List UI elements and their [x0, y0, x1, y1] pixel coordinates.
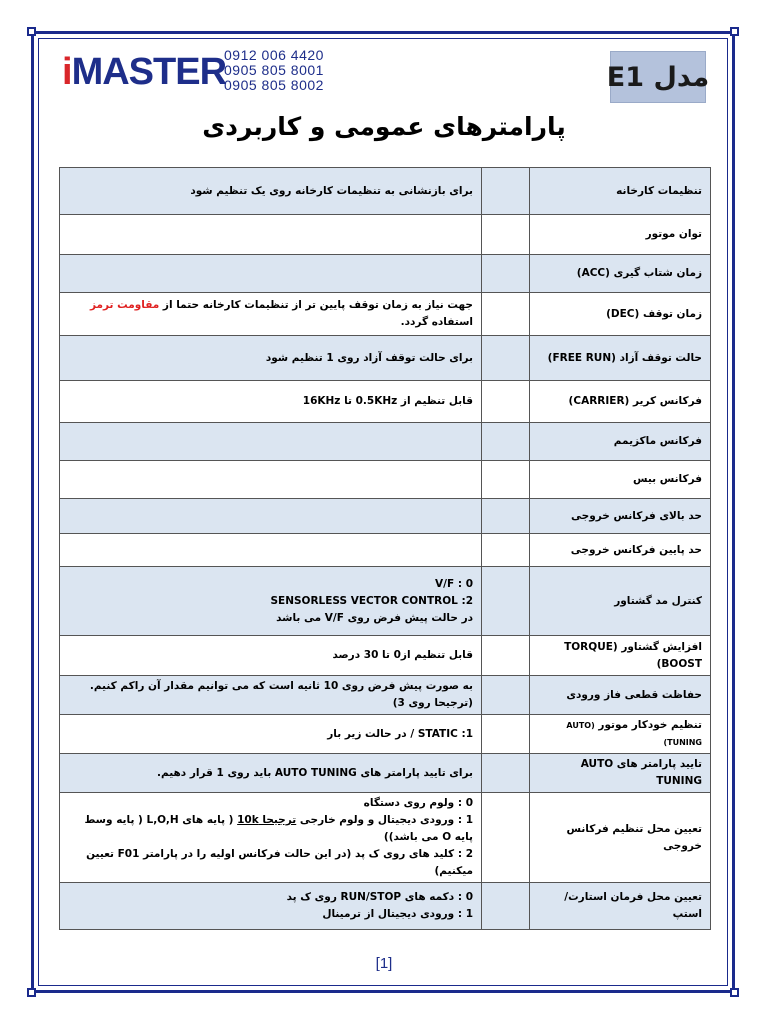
param-name: کنترل مد گشتاور — [530, 567, 711, 636]
param-desc: برای تایید پارامتر های AUTO TUNING باید روی 1 قرار دهیم. — [60, 754, 482, 793]
option-line: V/F : 0 — [435, 577, 473, 590]
param-desc: 1: STATIC / در حالت زیر بار — [60, 715, 482, 754]
param-desc — [60, 499, 482, 534]
param-desc — [60, 534, 482, 567]
param-desc: قابل تنظیم از0 تا 30 درصد — [60, 636, 482, 676]
table-row — [60, 883, 711, 930]
table-row — [60, 255, 711, 293]
model-word: مدل — [653, 61, 710, 93]
param-desc — [60, 423, 482, 461]
param-code-cell — [482, 499, 530, 534]
param-name: زمان شتاب گیری (ACC) — [530, 255, 711, 293]
param-desc — [60, 215, 482, 255]
phone-number: 0905 805 8002 — [224, 77, 324, 93]
param-code-cell — [482, 715, 530, 754]
option-text: 1 : ورودی دیجیتال و ولوم خارجی — [296, 814, 473, 826]
option-line: 1 : ورودی دیجیتال از ترمینال — [322, 908, 473, 920]
table-row — [60, 293, 711, 336]
page-number: [1] — [375, 955, 393, 972]
param-code-cell — [482, 255, 530, 293]
param-code-cell — [482, 381, 530, 423]
table-row — [60, 636, 711, 676]
frame-corner — [27, 988, 36, 997]
param-code-cell — [482, 754, 530, 793]
param-code-cell — [482, 423, 530, 461]
param-name: فرکانس ماکزیمم — [530, 423, 711, 461]
param-name-note: (AUTO TUNING) — [566, 721, 702, 747]
logo-word: MASTER — [71, 51, 227, 93]
table-row — [60, 793, 711, 883]
param-name: تنظیمات کارخانه — [530, 168, 711, 215]
param-name: حفاظت قطعی فاز ورودی — [530, 676, 711, 715]
option-line: در حالت پیش فرض روی V/F می باشد — [276, 611, 473, 624]
param-desc — [60, 255, 482, 293]
desc-text: جهت نیاز به زمان توقف پایین تر از تنظیمات کارخانه حتما از — [159, 299, 473, 311]
param-code-cell — [482, 168, 530, 215]
param-code-cell — [482, 636, 530, 676]
param-desc: قابل تنظیم از 0.5KHz تا 16KHz — [60, 381, 482, 423]
table-row — [60, 499, 711, 534]
table-row — [60, 423, 711, 461]
param-name: فرکانس کریر (CARRIER) — [530, 381, 711, 423]
table-row — [60, 381, 711, 423]
param-code-cell — [482, 461, 530, 499]
phone-numbers — [224, 48, 324, 93]
param-code-cell — [482, 676, 530, 715]
option-text: ( پایه های L,O,H ( پایه وسط پایه O می باشد)) — [84, 814, 473, 843]
param-code-cell — [482, 293, 530, 336]
param-desc: برای حالت توقف آزاد روی 1 تنظیم شود — [60, 336, 482, 381]
option-line: 2 : کلید های روی ک پد (در این حالت فرکانس اولیه را در پارامتر F01 تعیین میکنیم) — [86, 848, 473, 877]
table-row — [60, 754, 711, 793]
param-code-cell — [482, 336, 530, 381]
param-name: توان موتور — [530, 215, 711, 255]
param-code-cell — [482, 215, 530, 255]
table-row — [60, 215, 711, 255]
brake-resistor-highlight: مقاومت ترمز — [89, 299, 160, 311]
param-code-cell — [482, 534, 530, 567]
option-line: SENSORLESS VECTOR CONTROL :2 — [270, 594, 473, 607]
param-name: فرکانس بیس — [530, 461, 711, 499]
frame-corner — [27, 27, 36, 36]
param-desc — [60, 461, 482, 499]
param-desc — [60, 293, 482, 336]
option-line: 0 : ولوم روی دستگاه — [363, 797, 473, 809]
param-desc — [60, 567, 482, 636]
table-row — [60, 168, 711, 215]
param-name: زمان توقف (DEC) — [530, 293, 711, 336]
param-code-cell — [482, 793, 530, 883]
frame-corner — [730, 27, 739, 36]
table-row — [60, 534, 711, 567]
param-name: حد بالای فرکانس خروجی — [530, 499, 711, 534]
phone-number: 0912 006 4420 — [224, 47, 324, 63]
param-name: تعیین محل تنظیم فرکانس خروجی — [530, 793, 711, 883]
page-title: پارامترهای عمومی و کاربردی — [202, 112, 566, 141]
brand-logo — [62, 50, 226, 94]
param-name-text: تنظیم خودکار موتور — [594, 719, 702, 731]
param-name: تایید پارامتر های AUTO TUNING — [530, 754, 711, 793]
model-code: E1 — [606, 61, 645, 93]
logo-i-letter: i — [62, 51, 72, 93]
model-badge — [606, 51, 710, 103]
phone-number: 0905 805 8001 — [224, 62, 324, 78]
table-row — [60, 336, 711, 381]
param-name: حد پایین فرکانس خروجی — [530, 534, 711, 567]
param-name: تعیین محل فرمان استارت/استپ — [530, 883, 711, 930]
param-name — [530, 715, 711, 754]
param-name: افزایش گشتاور (TORQUE BOOST) — [530, 636, 711, 676]
param-desc — [60, 883, 482, 930]
param-name: حالت توقف آزاد (FREE RUN) — [530, 336, 711, 381]
param-code-cell — [482, 567, 530, 636]
option-underlined: ترجیحا 10k — [237, 814, 297, 826]
table-row — [60, 676, 711, 715]
param-desc: برای بازنشانی به تنظیمات کارخانه روی یک تنظیم شود — [60, 168, 482, 215]
parameters-table — [59, 167, 711, 930]
option-line: 0 : دکمه های RUN/STOP روی ک پد — [286, 891, 473, 903]
param-desc — [60, 793, 482, 883]
param-desc: به صورت پیش فرض روی 10 ثانیه است که می توانیم مقدار آن راکم کنیم.(ترجیحا روی 3) — [60, 676, 482, 715]
desc-text: استفاده گردد. — [400, 316, 473, 328]
param-code-cell — [482, 883, 530, 930]
option-line — [68, 812, 473, 846]
table-row — [60, 461, 711, 499]
table-row — [60, 715, 711, 754]
frame-corner — [730, 988, 739, 997]
table-row — [60, 567, 711, 636]
